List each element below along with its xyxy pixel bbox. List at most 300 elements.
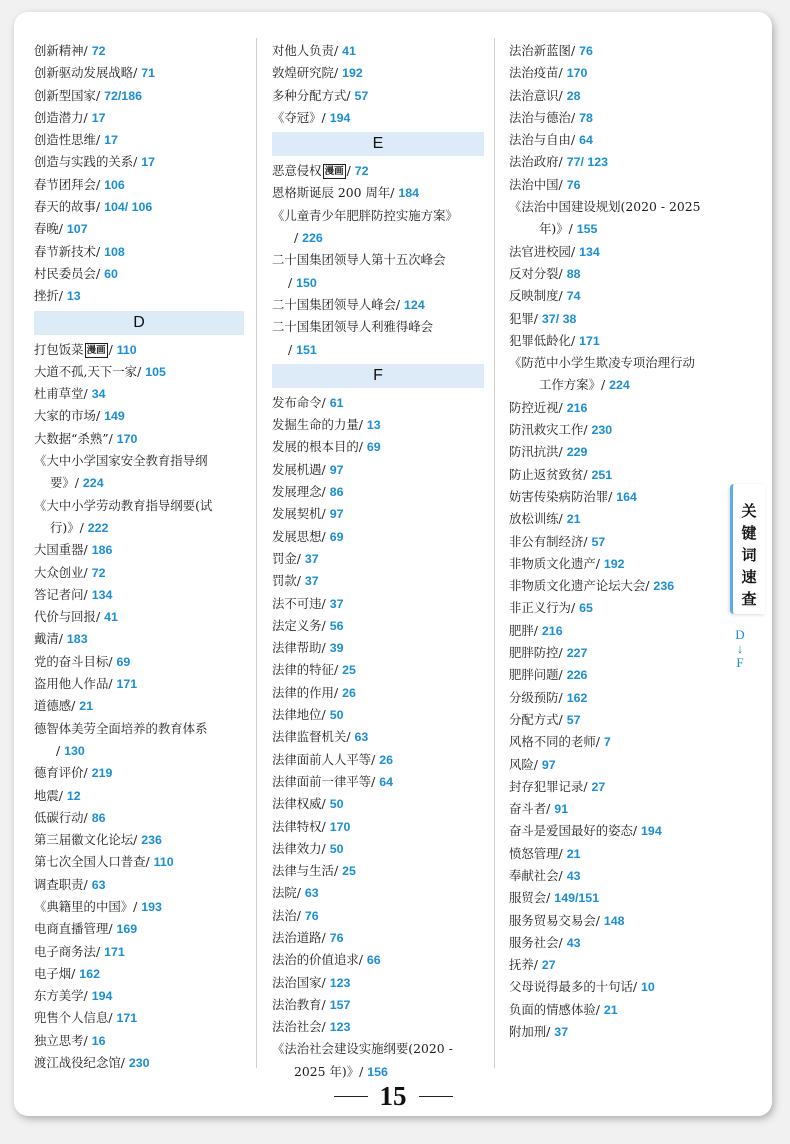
page-reference[interactable]: 21 bbox=[603, 1002, 618, 1017]
page-reference[interactable]: 183 bbox=[66, 632, 88, 647]
page-reference[interactable]: 43 bbox=[566, 868, 581, 883]
index-entry[interactable] bbox=[34, 218, 244, 240]
index-entry[interactable] bbox=[34, 785, 244, 807]
index-entry[interactable] bbox=[34, 762, 244, 784]
page-reference[interactable]: 41 bbox=[342, 44, 356, 58]
index-entry[interactable] bbox=[272, 659, 484, 681]
entry-term: 法治教育/ bbox=[272, 996, 330, 1012]
page-reference[interactable]: 69 bbox=[366, 440, 381, 455]
page-reference[interactable]: 21 bbox=[566, 512, 581, 527]
index-entry[interactable] bbox=[272, 40, 484, 62]
index-entry[interactable] bbox=[34, 241, 244, 263]
index-entry[interactable] bbox=[509, 620, 727, 642]
index-entry[interactable] bbox=[509, 687, 727, 709]
entry-term: 答记者问/ bbox=[34, 586, 92, 602]
index-entry[interactable] bbox=[509, 575, 727, 597]
page-reference[interactable]: 150 bbox=[296, 275, 317, 290]
index-entry[interactable] bbox=[509, 553, 727, 575]
keyword-index-tab[interactable] bbox=[730, 484, 765, 614]
page-reference[interactable]: 157 bbox=[329, 997, 351, 1012]
page-reference[interactable]: 134 bbox=[579, 244, 600, 259]
page-reference[interactable]: 37 bbox=[329, 596, 344, 611]
index-entry[interactable] bbox=[34, 196, 244, 218]
page-reference[interactable]: 148 bbox=[603, 913, 625, 928]
index-entry[interactable] bbox=[509, 709, 727, 731]
page-reference[interactable]: 50 bbox=[329, 797, 344, 812]
page-reference[interactable]: 50 bbox=[329, 841, 344, 856]
page-reference[interactable]: 37 bbox=[554, 1025, 569, 1040]
index-entry[interactable] bbox=[509, 754, 727, 776]
index-entry[interactable] bbox=[34, 918, 244, 940]
index-entry[interactable] bbox=[272, 882, 484, 904]
index-entry[interactable] bbox=[509, 820, 727, 842]
entry-term: 妨害传染病防治罪/ bbox=[509, 488, 617, 504]
page-reference[interactable]: 28 bbox=[566, 88, 581, 103]
entry-continuation bbox=[509, 374, 727, 396]
index-entry[interactable] bbox=[34, 383, 244, 405]
page-reference[interactable]: 236 bbox=[653, 579, 675, 594]
entry-term: 法治社会/ bbox=[272, 1019, 330, 1035]
index-entry[interactable] bbox=[509, 85, 727, 107]
page-reference[interactable]: 50 bbox=[329, 708, 344, 723]
entry-term: 发展理念/ bbox=[272, 484, 330, 500]
entry-term: 春天的故事/ bbox=[34, 199, 105, 215]
page-reference[interactable]: 37/ 38 bbox=[541, 311, 577, 326]
index-entry[interactable] bbox=[34, 941, 244, 963]
index-entry[interactable] bbox=[509, 486, 727, 508]
entry-term: 负面的情感体验/ bbox=[509, 1001, 604, 1017]
page-reference[interactable]: 61 bbox=[329, 395, 344, 410]
column-divider bbox=[256, 38, 257, 1068]
index-entry[interactable] bbox=[272, 436, 484, 458]
page-reference[interactable]: 97 bbox=[541, 757, 556, 772]
index-entry[interactable] bbox=[509, 976, 727, 998]
index-entry[interactable] bbox=[509, 241, 727, 263]
range-from: D bbox=[735, 627, 745, 642]
page-reference[interactable]: 186 bbox=[91, 543, 113, 558]
page-reference[interactable]: 26 bbox=[342, 685, 356, 700]
entry-term-cont: 工作方案》/ bbox=[539, 377, 610, 393]
index-entry[interactable] bbox=[34, 807, 244, 829]
index-entry[interactable] bbox=[509, 642, 727, 664]
tab-char: 查 bbox=[741, 590, 757, 608]
page-reference[interactable]: 72 bbox=[354, 164, 369, 179]
page-reference[interactable]: 37 bbox=[304, 551, 319, 566]
index-entry[interactable] bbox=[272, 726, 484, 748]
page-reference[interactable]: 76 bbox=[304, 908, 319, 923]
index-entry[interactable] bbox=[34, 174, 244, 196]
page-reference[interactable]: 162 bbox=[566, 690, 588, 705]
page-reference[interactable]: 123 bbox=[329, 975, 351, 990]
index-entry[interactable] bbox=[272, 62, 484, 84]
index-entry[interactable] bbox=[34, 62, 244, 84]
index-entry[interactable] bbox=[272, 205, 484, 250]
index-entry[interactable] bbox=[272, 682, 484, 704]
index-entry[interactable] bbox=[272, 316, 484, 361]
page-reference[interactable]: 170 bbox=[329, 819, 351, 834]
index-entry[interactable] bbox=[34, 495, 244, 540]
page-reference[interactable]: 72 bbox=[91, 44, 106, 58]
page-reference[interactable]: 25 bbox=[342, 864, 356, 879]
index-entry[interactable] bbox=[34, 539, 244, 561]
entry-term: 法治国家/ bbox=[272, 974, 330, 990]
entry-term: 《大中小学国家安全教育指导纲 bbox=[34, 453, 208, 469]
index-entry[interactable] bbox=[509, 843, 727, 865]
entry-term: 大家的市场/ bbox=[34, 408, 105, 424]
page-reference[interactable]: 227 bbox=[566, 646, 588, 661]
page-reference[interactable]: 108 bbox=[104, 244, 125, 259]
index-entry[interactable] bbox=[34, 584, 244, 606]
page-reference[interactable]: 74 bbox=[566, 289, 581, 304]
page-reference[interactable]: 194 bbox=[329, 110, 351, 125]
index-entry[interactable] bbox=[509, 352, 727, 397]
index-entry[interactable] bbox=[272, 771, 484, 793]
index-entry[interactable] bbox=[272, 949, 484, 971]
page-reference[interactable]: 170 bbox=[566, 66, 588, 81]
index-entry[interactable] bbox=[34, 673, 244, 695]
page-reference[interactable]: 149/151 bbox=[554, 891, 600, 906]
index-entry[interactable] bbox=[509, 107, 727, 129]
index-entry[interactable] bbox=[272, 838, 484, 860]
entry-term: 愤怒管理/ bbox=[509, 845, 567, 861]
page-reference[interactable]: 97 bbox=[329, 507, 344, 522]
index-entry[interactable] bbox=[34, 450, 244, 495]
entry-term: 创造潜力/ bbox=[34, 109, 92, 125]
index-entry[interactable] bbox=[34, 829, 244, 851]
page-reference[interactable]: 21 bbox=[566, 846, 581, 861]
page-reference[interactable]: 17 bbox=[91, 110, 106, 125]
entry-term: 非正义行为/ bbox=[509, 600, 580, 616]
entry-term: 代价与回报/ bbox=[34, 609, 105, 625]
page-reference[interactable]: 194 bbox=[641, 824, 662, 839]
page-reference[interactable]: 149 bbox=[104, 409, 125, 424]
page-reference[interactable]: 236 bbox=[141, 833, 162, 848]
index-entry[interactable] bbox=[34, 285, 244, 307]
index-entry[interactable] bbox=[272, 615, 484, 637]
page-reference[interactable]: 63 bbox=[354, 730, 369, 745]
page-reference[interactable]: 13 bbox=[66, 289, 81, 304]
index-entry[interactable] bbox=[34, 85, 244, 107]
page-reference[interactable]: 88 bbox=[566, 266, 581, 281]
index-entry[interactable] bbox=[34, 428, 244, 450]
index-entry[interactable] bbox=[509, 464, 727, 486]
page-reference[interactable]: 64 bbox=[379, 774, 394, 789]
page-reference[interactable]: 107 bbox=[66, 222, 88, 237]
index-entry[interactable] bbox=[34, 606, 244, 628]
entry-term: 法律地位/ bbox=[272, 707, 330, 723]
page-reference[interactable]: 222 bbox=[87, 520, 109, 535]
index-entry[interactable] bbox=[34, 896, 244, 918]
entry-term: 创新精神/ bbox=[34, 43, 92, 58]
index-entry[interactable] bbox=[34, 718, 244, 763]
page-reference[interactable]: 25 bbox=[342, 663, 356, 678]
page-reference[interactable]: 216 bbox=[566, 400, 588, 415]
index-entry[interactable] bbox=[509, 508, 727, 530]
index-entry[interactable] bbox=[272, 481, 484, 503]
page-reference[interactable]: 57 bbox=[591, 534, 606, 549]
page-reference[interactable]: 13 bbox=[366, 418, 381, 433]
index-entry[interactable] bbox=[34, 151, 244, 173]
page-reference[interactable]: 34 bbox=[91, 387, 106, 402]
page-reference[interactable]: 69 bbox=[116, 654, 131, 669]
page-reference[interactable]: 65 bbox=[579, 601, 593, 616]
index-entry[interactable] bbox=[509, 999, 727, 1021]
page-reference[interactable]: 43 bbox=[566, 935, 581, 950]
page-reference[interactable]: 171 bbox=[116, 1011, 138, 1026]
index-entry[interactable] bbox=[509, 174, 727, 196]
page-reference[interactable]: 169 bbox=[116, 922, 138, 937]
index-entry[interactable] bbox=[272, 905, 484, 927]
index-entry[interactable] bbox=[272, 182, 484, 204]
page-reference[interactable]: 72 bbox=[91, 565, 106, 580]
page-reference[interactable]: 105 bbox=[145, 364, 166, 379]
entry-term: 德育评价/ bbox=[34, 765, 92, 781]
page-reference[interactable]: 78 bbox=[579, 110, 593, 125]
entry-continuation bbox=[272, 272, 484, 294]
page-reference[interactable]: 66 bbox=[366, 953, 381, 968]
entry-term: 大数据“杀熟”/ bbox=[34, 430, 117, 446]
page-reference[interactable]: 230 bbox=[591, 423, 613, 438]
index-entry[interactable] bbox=[34, 405, 244, 427]
page-reference[interactable]: 130 bbox=[64, 743, 85, 758]
page-reference[interactable]: 91 bbox=[554, 802, 569, 817]
page-reference[interactable]: 41 bbox=[104, 610, 118, 625]
page-reference[interactable]: 76 bbox=[579, 44, 593, 58]
tab-char: 键 bbox=[741, 524, 757, 542]
index-entry[interactable] bbox=[272, 526, 484, 548]
index-entry[interactable] bbox=[272, 704, 484, 726]
page-reference[interactable]: 171 bbox=[116, 677, 138, 692]
page-reference[interactable]: 151 bbox=[296, 342, 317, 357]
page-reference[interactable]: 134 bbox=[91, 587, 113, 602]
entry-term: 法律效力/ bbox=[272, 840, 330, 856]
page-reference[interactable]: 156 bbox=[367, 1064, 388, 1079]
entry-term: 法治政府/ bbox=[509, 154, 567, 170]
index-entry[interactable] bbox=[272, 994, 484, 1016]
comic-badge: 漫画 bbox=[86, 344, 106, 356]
page-reference[interactable]: 192 bbox=[342, 66, 363, 81]
page-reference[interactable]: 192 bbox=[603, 556, 625, 571]
page-reference[interactable]: 12 bbox=[66, 788, 81, 803]
page-reference[interactable]: 39 bbox=[329, 641, 344, 656]
page-reference[interactable]: 216 bbox=[541, 623, 563, 638]
page-reference[interactable]: 26 bbox=[379, 752, 394, 767]
index-entry[interactable] bbox=[272, 793, 484, 815]
page-reference[interactable]: 27 bbox=[541, 958, 556, 973]
index-entry[interactable] bbox=[34, 107, 244, 129]
index-entry[interactable] bbox=[509, 1021, 727, 1043]
index-entry[interactable] bbox=[272, 972, 484, 994]
index-entry[interactable] bbox=[509, 40, 727, 62]
index-entry[interactable] bbox=[509, 887, 727, 909]
index-entry[interactable] bbox=[509, 531, 727, 553]
index-entry[interactable] bbox=[34, 339, 244, 361]
index-entry[interactable] bbox=[272, 927, 484, 949]
index-entry[interactable] bbox=[34, 1030, 244, 1052]
index-entry[interactable] bbox=[272, 570, 484, 592]
page-reference[interactable]: 63 bbox=[304, 886, 319, 901]
index-entry[interactable] bbox=[34, 628, 244, 650]
index-entry[interactable] bbox=[509, 196, 727, 241]
page-reference[interactable]: 56 bbox=[329, 618, 344, 633]
page-reference[interactable]: 71 bbox=[141, 66, 156, 81]
index-entry[interactable] bbox=[272, 1016, 484, 1038]
index-entry[interactable] bbox=[272, 749, 484, 771]
page-reference[interactable]: 123 bbox=[329, 1020, 351, 1035]
page-reference[interactable]: 37 bbox=[304, 574, 319, 589]
index-entry[interactable] bbox=[509, 419, 727, 441]
index-entry[interactable] bbox=[34, 40, 244, 62]
entry-term: 东方美学/ bbox=[34, 988, 92, 1004]
page-reference[interactable]: 57 bbox=[566, 712, 581, 727]
index-entry[interactable] bbox=[509, 776, 727, 798]
index-entry[interactable] bbox=[509, 263, 727, 285]
index-entry[interactable] bbox=[272, 548, 484, 570]
page-reference[interactable]: 230 bbox=[128, 1056, 150, 1071]
index-entry[interactable] bbox=[509, 597, 727, 619]
page-reference[interactable]: 184 bbox=[398, 186, 420, 201]
index-entry[interactable] bbox=[509, 330, 727, 352]
index-entry[interactable] bbox=[34, 985, 244, 1007]
entry-term: 奉献社会/ bbox=[509, 867, 567, 883]
index-entry[interactable] bbox=[34, 1007, 244, 1029]
index-entry[interactable] bbox=[34, 1052, 244, 1074]
index-entry[interactable] bbox=[34, 129, 244, 151]
page-reference[interactable]: 17 bbox=[104, 133, 118, 148]
page-reference[interactable]: 16 bbox=[91, 1033, 106, 1048]
page-reference[interactable]: 162 bbox=[79, 966, 100, 981]
index-entry[interactable] bbox=[272, 107, 484, 129]
letter-range-indicator bbox=[728, 628, 752, 670]
index-entry[interactable] bbox=[272, 816, 484, 838]
footer-dash-right bbox=[419, 1096, 453, 1097]
index-entry[interactable] bbox=[509, 865, 727, 887]
entry-term: 地震/ bbox=[34, 787, 67, 803]
entry-term: 风险/ bbox=[509, 756, 542, 772]
page-reference[interactable]: 60 bbox=[104, 266, 118, 281]
index-entry[interactable] bbox=[272, 637, 484, 659]
index-entry[interactable] bbox=[34, 651, 244, 673]
index-entry[interactable] bbox=[272, 503, 484, 525]
page-reference[interactable]: 7 bbox=[603, 735, 611, 750]
page-reference[interactable]: 76 bbox=[566, 177, 581, 192]
index-entry[interactable] bbox=[509, 285, 727, 307]
index-entry[interactable] bbox=[34, 874, 244, 896]
entry-term: 法院/ bbox=[272, 885, 305, 901]
page-reference[interactable]: 63 bbox=[91, 877, 106, 892]
page-reference[interactable]: 171 bbox=[104, 944, 125, 959]
index-entry[interactable] bbox=[509, 954, 727, 976]
entry-term: 法治中国/ bbox=[509, 176, 567, 192]
entry-term: 春节新技术/ bbox=[34, 243, 105, 259]
index-entry[interactable] bbox=[34, 361, 244, 383]
index-entry[interactable] bbox=[34, 562, 244, 584]
page-reference[interactable]: 57 bbox=[354, 88, 369, 103]
index-entry[interactable] bbox=[509, 664, 727, 686]
page-reference[interactable]: 69 bbox=[329, 529, 344, 544]
page-reference[interactable]: 10 bbox=[641, 980, 655, 995]
index-entry[interactable] bbox=[272, 414, 484, 436]
index-entry[interactable] bbox=[272, 294, 484, 316]
page-reference[interactable]: 27 bbox=[591, 779, 606, 794]
index-entry[interactable] bbox=[509, 932, 727, 954]
index-entry[interactable] bbox=[509, 441, 727, 463]
index-entry[interactable] bbox=[34, 695, 244, 717]
page-reference[interactable]: 110 bbox=[153, 855, 174, 870]
index-entry[interactable] bbox=[509, 397, 727, 419]
index-entry[interactable] bbox=[272, 860, 484, 882]
index-entry[interactable] bbox=[509, 308, 727, 330]
entry-term: 戴清/ bbox=[34, 631, 67, 647]
index-entry[interactable] bbox=[272, 85, 484, 107]
index-entry[interactable] bbox=[34, 963, 244, 985]
page-reference[interactable]: 77/ 123 bbox=[566, 155, 609, 170]
entry-term: 二十国集团领导人利雅得峰会 bbox=[272, 319, 434, 335]
page-reference[interactable]: 229 bbox=[566, 445, 588, 460]
page-reference[interactable]: 155 bbox=[576, 222, 598, 237]
index-entry[interactable] bbox=[272, 249, 484, 294]
page-reference[interactable]: 193 bbox=[141, 899, 162, 914]
page-reference[interactable]: 106 bbox=[104, 177, 125, 192]
index-entry[interactable] bbox=[509, 731, 727, 753]
tab-char: 速 bbox=[741, 568, 757, 586]
index-entry[interactable] bbox=[509, 798, 727, 820]
page-reference[interactable]: 86 bbox=[329, 485, 344, 500]
entry-term: 创造性思维/ bbox=[34, 132, 105, 148]
index-entry[interactable] bbox=[509, 129, 727, 151]
section-letter-header: F bbox=[272, 364, 484, 388]
entry-term: 发布命令/ bbox=[272, 394, 330, 410]
index-entry[interactable] bbox=[272, 160, 484, 182]
index-entry[interactable] bbox=[272, 392, 484, 414]
page-reference[interactable]: 170 bbox=[116, 431, 138, 446]
page-reference[interactable]: 171 bbox=[579, 333, 600, 348]
page-reference[interactable]: 72/186 bbox=[104, 88, 142, 103]
page-reference[interactable]: 224 bbox=[82, 476, 104, 491]
index-entry[interactable] bbox=[272, 593, 484, 615]
page-reference[interactable]: 194 bbox=[91, 989, 113, 1004]
page-reference[interactable]: 164 bbox=[616, 489, 637, 504]
page-reference[interactable]: 110 bbox=[116, 342, 137, 357]
page-reference[interactable]: 251 bbox=[591, 467, 613, 482]
page-reference[interactable]: 97 bbox=[329, 462, 344, 477]
page-reference[interactable]: 17 bbox=[141, 155, 156, 170]
page-reference[interactable]: 226 bbox=[566, 668, 588, 683]
index-entry[interactable] bbox=[272, 1038, 484, 1083]
entry-term: 法治新蓝图/ bbox=[509, 43, 580, 58]
entry-continuation bbox=[272, 1061, 484, 1083]
index-entry[interactable] bbox=[509, 151, 727, 173]
entry-term: 电商直播管理/ bbox=[34, 921, 117, 937]
page-reference[interactable]: 226 bbox=[302, 231, 323, 246]
page-reference[interactable]: 219 bbox=[91, 766, 113, 781]
entry-term: 奋斗是爱国最好的姿态/ bbox=[509, 823, 642, 839]
index-entry[interactable] bbox=[509, 62, 727, 84]
page-reference[interactable]: 124 bbox=[404, 297, 425, 312]
page-reference[interactable]: 21 bbox=[79, 699, 94, 714]
index-entry[interactable] bbox=[34, 851, 244, 873]
page-reference[interactable]: 104/ 106 bbox=[104, 200, 153, 215]
index-entry[interactable] bbox=[34, 263, 244, 285]
entry-term: 防汛救灾工作/ bbox=[509, 422, 592, 438]
page-reference[interactable]: 64 bbox=[579, 133, 593, 148]
page-reference[interactable]: 76 bbox=[329, 930, 344, 945]
index-entry[interactable] bbox=[272, 459, 484, 481]
index-entry[interactable] bbox=[509, 910, 727, 932]
page-reference[interactable]: 86 bbox=[91, 810, 106, 825]
entry-term: 防控近视/ bbox=[509, 399, 567, 415]
page-reference[interactable]: 224 bbox=[609, 378, 630, 393]
